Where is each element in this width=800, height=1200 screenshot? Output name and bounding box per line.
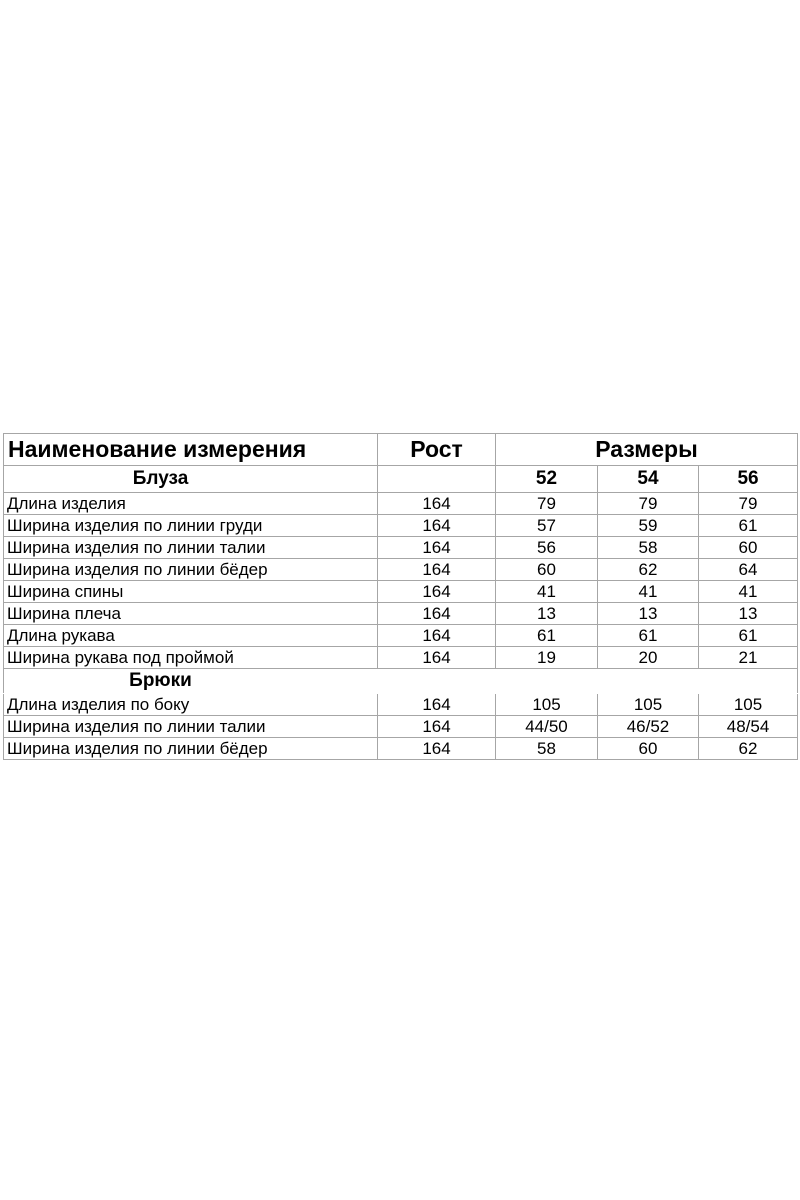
table-row	[4, 515, 798, 537]
header-sizes-label: Размеры	[496, 434, 798, 466]
size-label: 54	[598, 466, 699, 493]
size-value: 62	[598, 559, 699, 581]
table-row	[4, 537, 798, 559]
size-value: 60	[598, 738, 699, 760]
size-value: 13	[699, 603, 798, 625]
size-value: 46/52	[598, 716, 699, 738]
measurement-name: Ширина изделия по линии бёдер	[4, 559, 378, 581]
table-header-row	[4, 434, 798, 466]
measurement-name: Длина изделия по боку	[4, 694, 378, 716]
size-value: 57	[496, 515, 598, 537]
size-value: 21	[699, 647, 798, 669]
empty-cell	[496, 669, 598, 694]
size-value: 61	[598, 625, 699, 647]
size-value: 79	[496, 493, 598, 515]
size-value: 13	[496, 603, 598, 625]
measurement-name: Ширина изделия по линии талии	[4, 537, 378, 559]
table-row	[4, 647, 798, 669]
size-label: 52	[496, 466, 598, 493]
size-value: 61	[496, 625, 598, 647]
size-value: 60	[699, 537, 798, 559]
size-value: 105	[496, 694, 598, 716]
size-value: 58	[496, 738, 598, 760]
section-row-trousers	[4, 669, 798, 694]
measurement-name: Ширина спины	[4, 581, 378, 603]
header-name-label: Наименование измерения	[4, 434, 378, 466]
measurement-name: Длина рукава	[4, 625, 378, 647]
empty-cell	[378, 669, 496, 694]
height-value: 164	[378, 716, 496, 738]
header-height-label: Рост	[378, 434, 496, 466]
size-value: 56	[496, 537, 598, 559]
size-value: 105	[699, 694, 798, 716]
size-value: 61	[699, 515, 798, 537]
height-value: 164	[378, 603, 496, 625]
size-value: 79	[598, 493, 699, 515]
size-label: 56	[699, 466, 798, 493]
size-value: 61	[699, 625, 798, 647]
size-value: 13	[598, 603, 699, 625]
height-value: 164	[378, 537, 496, 559]
height-value: 164	[378, 625, 496, 647]
size-value: 60	[496, 559, 598, 581]
table-row	[4, 581, 798, 603]
size-value: 41	[699, 581, 798, 603]
size-value: 62	[699, 738, 798, 760]
table-row	[4, 603, 798, 625]
size-value: 64	[699, 559, 798, 581]
table-row	[4, 738, 798, 760]
measurement-name: Ширина плеча	[4, 603, 378, 625]
table-row	[4, 694, 798, 716]
size-value: 79	[699, 493, 798, 515]
size-value: 44/50	[496, 716, 598, 738]
size-value: 59	[598, 515, 699, 537]
size-value: 105	[598, 694, 699, 716]
height-value: 164	[378, 581, 496, 603]
size-value: 48/54	[699, 716, 798, 738]
height-value: 164	[378, 694, 496, 716]
empty-cell	[699, 669, 798, 694]
section-title-blouse: Блуза	[4, 466, 378, 493]
empty-cell	[378, 466, 496, 493]
height-value: 164	[378, 647, 496, 669]
table-row	[4, 559, 798, 581]
size-value: 20	[598, 647, 699, 669]
size-value: 41	[496, 581, 598, 603]
table-row	[4, 493, 798, 515]
height-value: 164	[378, 559, 496, 581]
size-value: 58	[598, 537, 699, 559]
section-row-blouse	[4, 466, 798, 493]
measurement-name: Длина изделия	[4, 493, 378, 515]
table-row	[4, 625, 798, 647]
measurement-name: Ширина изделия по линии груди	[4, 515, 378, 537]
size-table	[3, 433, 798, 760]
height-value: 164	[378, 738, 496, 760]
height-value: 164	[378, 493, 496, 515]
measurement-name: Ширина изделия по линии бёдер	[4, 738, 378, 760]
height-value: 164	[378, 515, 496, 537]
table-row	[4, 716, 798, 738]
empty-cell	[598, 669, 699, 694]
size-value: 19	[496, 647, 598, 669]
measurement-name: Ширина рукава под проймой	[4, 647, 378, 669]
measurement-name: Ширина изделия по линии талии	[4, 716, 378, 738]
size-value: 41	[598, 581, 699, 603]
section-title-trousers: Брюки	[4, 669, 378, 694]
